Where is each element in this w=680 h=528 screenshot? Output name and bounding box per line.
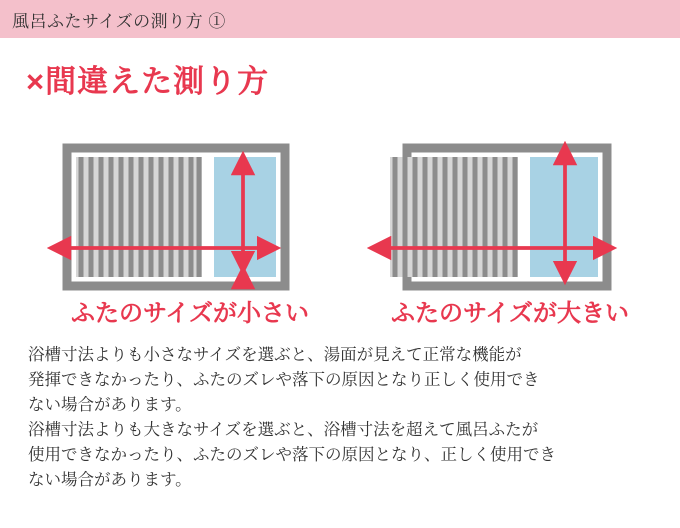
header-bar bbox=[0, 0, 680, 38]
body-line-4: 浴槽寸法よりも大きなサイズを選ぶと、浴槽寸法を超えて風呂ふたが bbox=[28, 421, 539, 440]
section-heading: ×間違えた測り方 bbox=[26, 64, 270, 99]
body-line-2: 発揮できなかったり、ふたのズレや落下の原因となり正しく使用でき bbox=[28, 371, 540, 390]
body-line-3: ない場合があります。 bbox=[28, 396, 192, 415]
figure-caption-lid-too-large: ふたのサイズが大きい bbox=[390, 300, 630, 327]
body-copy bbox=[28, 343, 656, 493]
page-title: 風呂ふたサイズの測り方 ① bbox=[12, 11, 226, 31]
body-line-5: 使用できなかったり、ふたのズレや落下の原因となり、正しく使用でき bbox=[28, 446, 556, 465]
figure-caption-lid-too-small: ふたのサイズが小さい bbox=[70, 300, 310, 327]
body-line-1: 浴槽寸法よりも小さなサイズを選ぶと、湯面が見えて正常な機能が bbox=[28, 346, 522, 364]
body-line-6: ない場合があります。 bbox=[28, 471, 192, 490]
